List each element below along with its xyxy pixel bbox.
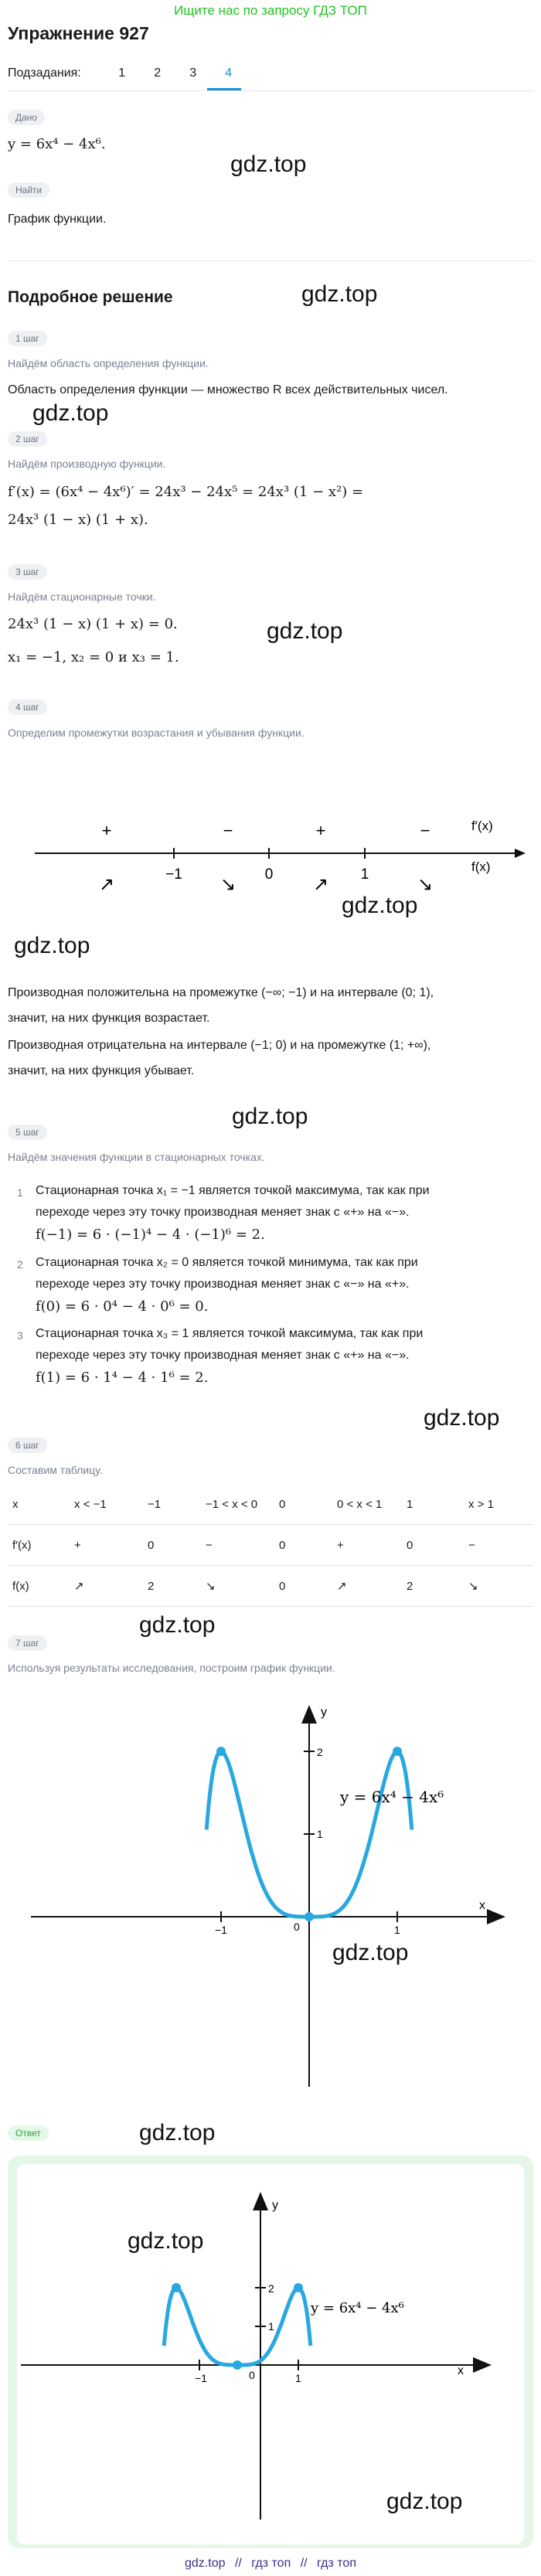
step5-pill: 5 шаг — [8, 1125, 47, 1140]
divider — [8, 90, 533, 91]
step5-item-2-b: переходе через эту точку производная меняет знак с «−» на «+». — [36, 1278, 410, 1291]
watermark: gdz.top — [230, 151, 307, 177]
table-row — [8, 1566, 533, 1607]
table-row — [8, 1525, 533, 1566]
find-pill: Найти — [8, 182, 49, 198]
step7-hint: Используя результаты исследования, построим график функции. — [8, 1662, 335, 1674]
step1-hint: Найдём область определения функции. — [8, 357, 209, 369]
list-number: 3 — [17, 1329, 23, 1342]
arrow-head — [515, 849, 526, 858]
stationary-point — [216, 1747, 226, 1756]
table-cell: 2 — [402, 1566, 464, 1607]
step4-hint: Определим промежутки возрастания и убывания функции. — [8, 727, 305, 739]
footer-link[interactable]: гдз топ — [317, 2557, 356, 2570]
step5-hint: Найдём значения функции в стационарных точках. — [8, 1151, 265, 1163]
tab-4[interactable]: 4 — [225, 66, 233, 80]
table-cell: 0 — [274, 1484, 332, 1525]
subtasks-label: Подзадания: — [8, 66, 81, 80]
footer-sep: // — [300, 2557, 308, 2570]
step7-pill: 7 шаг — [8, 1635, 47, 1651]
decrease-arrow: ↘ — [417, 874, 434, 895]
footer-link[interactable]: gdz.top — [185, 2557, 226, 2570]
step5-item-1-c: f(−1) = 6 · (−1)⁴ − 4 · (−1)⁶ = 2. — [36, 1227, 265, 1243]
watermark: gdz.top — [386, 2489, 463, 2514]
watermark: gdz.top — [342, 893, 418, 918]
x-tick-label: −1 — [195, 2372, 207, 2384]
subtasks-nav — [8, 66, 247, 80]
increase-arrow: ↗ — [312, 874, 329, 895]
x-tick-label: 0 — [249, 2369, 255, 2381]
step2-hint: Найдём производную функции. — [8, 458, 166, 470]
step4-p2b: значит, на них функция убывает. — [8, 1064, 195, 1077]
f-label: f(x) — [471, 859, 491, 874]
watermark: gdz.top — [128, 2228, 204, 2254]
step1-text: Область определения функции — множество R всех действительных чисел. — [8, 383, 448, 396]
answer-pill: Ответ — [8, 2125, 49, 2141]
tab-2[interactable]: 2 — [154, 66, 162, 80]
table-row — [8, 1484, 533, 1525]
step3-hint: Найдём стационарные точки. — [8, 590, 156, 603]
x-tick-label: 0 — [294, 1921, 300, 1933]
table-cell: 0 — [274, 1566, 332, 1607]
divider — [8, 260, 533, 261]
table-cell: ↗ — [332, 1566, 402, 1607]
step2-formula-2: 24x³ (1 − x) (1 + x). — [8, 512, 148, 528]
watermark: gdz.top — [14, 933, 90, 958]
table-cell: 0 — [274, 1525, 332, 1566]
watermark: gdz.top — [267, 618, 343, 644]
function-label: y = 6x⁴ − 4x⁶ — [311, 2300, 404, 2316]
function-graph — [23, 1685, 518, 2110]
table-cell: −1 < x < 0 — [201, 1484, 274, 1525]
watermark: gdz.top — [424, 1405, 500, 1431]
footer-sep: // — [234, 2557, 242, 2570]
y-tick-label: 1 — [268, 2320, 274, 2333]
given-formula: y = 6x⁴ − 4x⁶. — [8, 136, 106, 152]
stationary-point — [305, 1912, 314, 1921]
y-tick-label: 2 — [268, 2282, 274, 2295]
decrease-arrow: ↘ — [219, 874, 236, 895]
step5-item-1-b: переходе через эту точку производная меняет знак с «+» на «−». — [36, 1206, 410, 1219]
y-axis-label: y — [321, 1706, 327, 1719]
sign-minus: − — [420, 821, 430, 840]
tab-1[interactable]: 1 — [118, 66, 126, 80]
y-tick-label: 2 — [317, 1746, 323, 1758]
step6-hint: Составим таблицу. — [8, 1464, 103, 1476]
search-banner[interactable]: Ищите нас по запросу ГДЗ ТОП — [174, 3, 367, 18]
step5-item-2-a: Стационарная точка x₂ = 0 является точкой минимума, так как при — [36, 1256, 418, 1269]
watermark: gdz.top — [332, 1940, 409, 1965]
table-cell: − — [201, 1525, 274, 1566]
list-number: 2 — [17, 1258, 23, 1271]
table-cell: ↘ — [201, 1566, 274, 1607]
step3-formula-1: 24x³ (1 − x) (1 + x) = 0. — [8, 616, 178, 632]
list-number: 1 — [17, 1186, 23, 1199]
point-label: 1 — [360, 866, 369, 883]
step3-pill: 3 шаг — [8, 564, 47, 580]
y-tick-label: 1 — [317, 1828, 323, 1840]
table-cell: 2 — [143, 1566, 201, 1607]
study-table — [8, 1484, 533, 1607]
increase-arrow: ↗ — [98, 874, 115, 895]
find-text: График функции. — [8, 213, 107, 226]
step2-formula-1: f′(x) = (6x⁴ − 4x⁶)′ = 24x³ − 24x⁵ = 24x³ (1 − x²) = — [8, 484, 364, 500]
point-label: −1 — [165, 866, 182, 883]
sign-minus: − — [223, 821, 233, 840]
x-axis-label: x — [479, 1899, 485, 1912]
step5-item-3-c: f(1) = 6 · 1⁴ − 4 · 1⁶ = 2. — [36, 1370, 209, 1386]
given-pill: Дано — [8, 110, 45, 125]
stationary-point — [233, 2360, 242, 2370]
table-cell: x < −1 — [70, 1484, 143, 1525]
page-title: Упражнение 927 — [8, 23, 149, 43]
x-axis-label: x — [458, 2364, 464, 2377]
fprime-label: f′(x) — [471, 818, 493, 833]
table-cell: ↗ — [70, 1566, 143, 1607]
footer-links — [0, 2557, 541, 2571]
answer-graph — [17, 2180, 512, 2535]
table-cell: ↘ — [464, 1566, 533, 1607]
sign-chart — [8, 804, 533, 935]
step6-pill: 6 шаг — [8, 1438, 47, 1453]
watermark: gdz.top — [232, 1104, 308, 1129]
step5-item-2-c: f(0) = 6 · 0⁴ − 4 · 0⁶ = 0. — [36, 1298, 209, 1315]
y-axis-label: y — [272, 2199, 278, 2212]
table-cell: + — [70, 1525, 143, 1566]
function-label: y = 6x⁴ − 4x⁶ — [340, 1788, 444, 1806]
x-tick-label: −1 — [215, 1924, 227, 1936]
step4-p1: Производная положительна на промежутке (−∞; −1) и на интервале (0; 1), — [8, 986, 434, 999]
watermark: gdz.top — [32, 400, 109, 426]
step3-formula-2: x₁ = −1, x₂ = 0 и x₃ = 1. — [8, 649, 179, 665]
watermark: gdz.top — [139, 2120, 216, 2146]
watermark: gdz.top — [139, 1612, 216, 1638]
table-cell: f′(x) — [8, 1525, 70, 1566]
solution-heading: Подробное решение — [8, 288, 173, 306]
point-label: 0 — [264, 866, 274, 883]
table-cell: x > 1 — [464, 1484, 533, 1525]
table-cell: −1 — [143, 1484, 201, 1525]
x-tick-label: 1 — [394, 1924, 400, 1936]
table-cell: + — [332, 1525, 402, 1566]
sign-plus: + — [101, 821, 112, 840]
x-tick-label: 1 — [295, 2372, 301, 2384]
footer-link[interactable]: гдз топ — [251, 2557, 291, 2570]
step5-item-3-a: Стационарная точка x₃ = 1 является точкой максимума, так как при — [36, 1327, 424, 1340]
step5-item-1-a: Стационарная точка x₁ = −1 является точкой максимума, так как при — [36, 1184, 430, 1197]
table-cell: 0 — [402, 1525, 464, 1566]
step1-pill: 1 шаг — [8, 331, 47, 346]
step2-pill: 2 шаг — [8, 431, 47, 447]
table-cell: f(x) — [8, 1566, 70, 1607]
sign-plus: + — [315, 821, 326, 840]
step4-pill: 4 шаг — [8, 699, 47, 715]
function-curve — [164, 2288, 311, 2365]
table-cell: 1 — [402, 1484, 464, 1525]
step4-p1b: значит, на них функция возрастает. — [8, 1012, 210, 1025]
step4-p2: Производная отрицательна на интервале (−1; 0) и на промежутке (1; +∞), — [8, 1039, 431, 1052]
table-cell: − — [464, 1525, 533, 1566]
step5-item-3-b: переходе через эту точку производная меняет знак с «+» на «−». — [36, 1349, 410, 1362]
stationary-point — [172, 2283, 181, 2292]
watermark: gdz.top — [301, 281, 378, 307]
table-cell: x — [8, 1484, 70, 1525]
tab-3[interactable]: 3 — [189, 66, 197, 80]
table-cell: 0 — [143, 1525, 201, 1566]
stationary-point — [393, 1747, 402, 1756]
table-cell: 0 < x < 1 — [332, 1484, 402, 1525]
stationary-point — [294, 2283, 303, 2292]
